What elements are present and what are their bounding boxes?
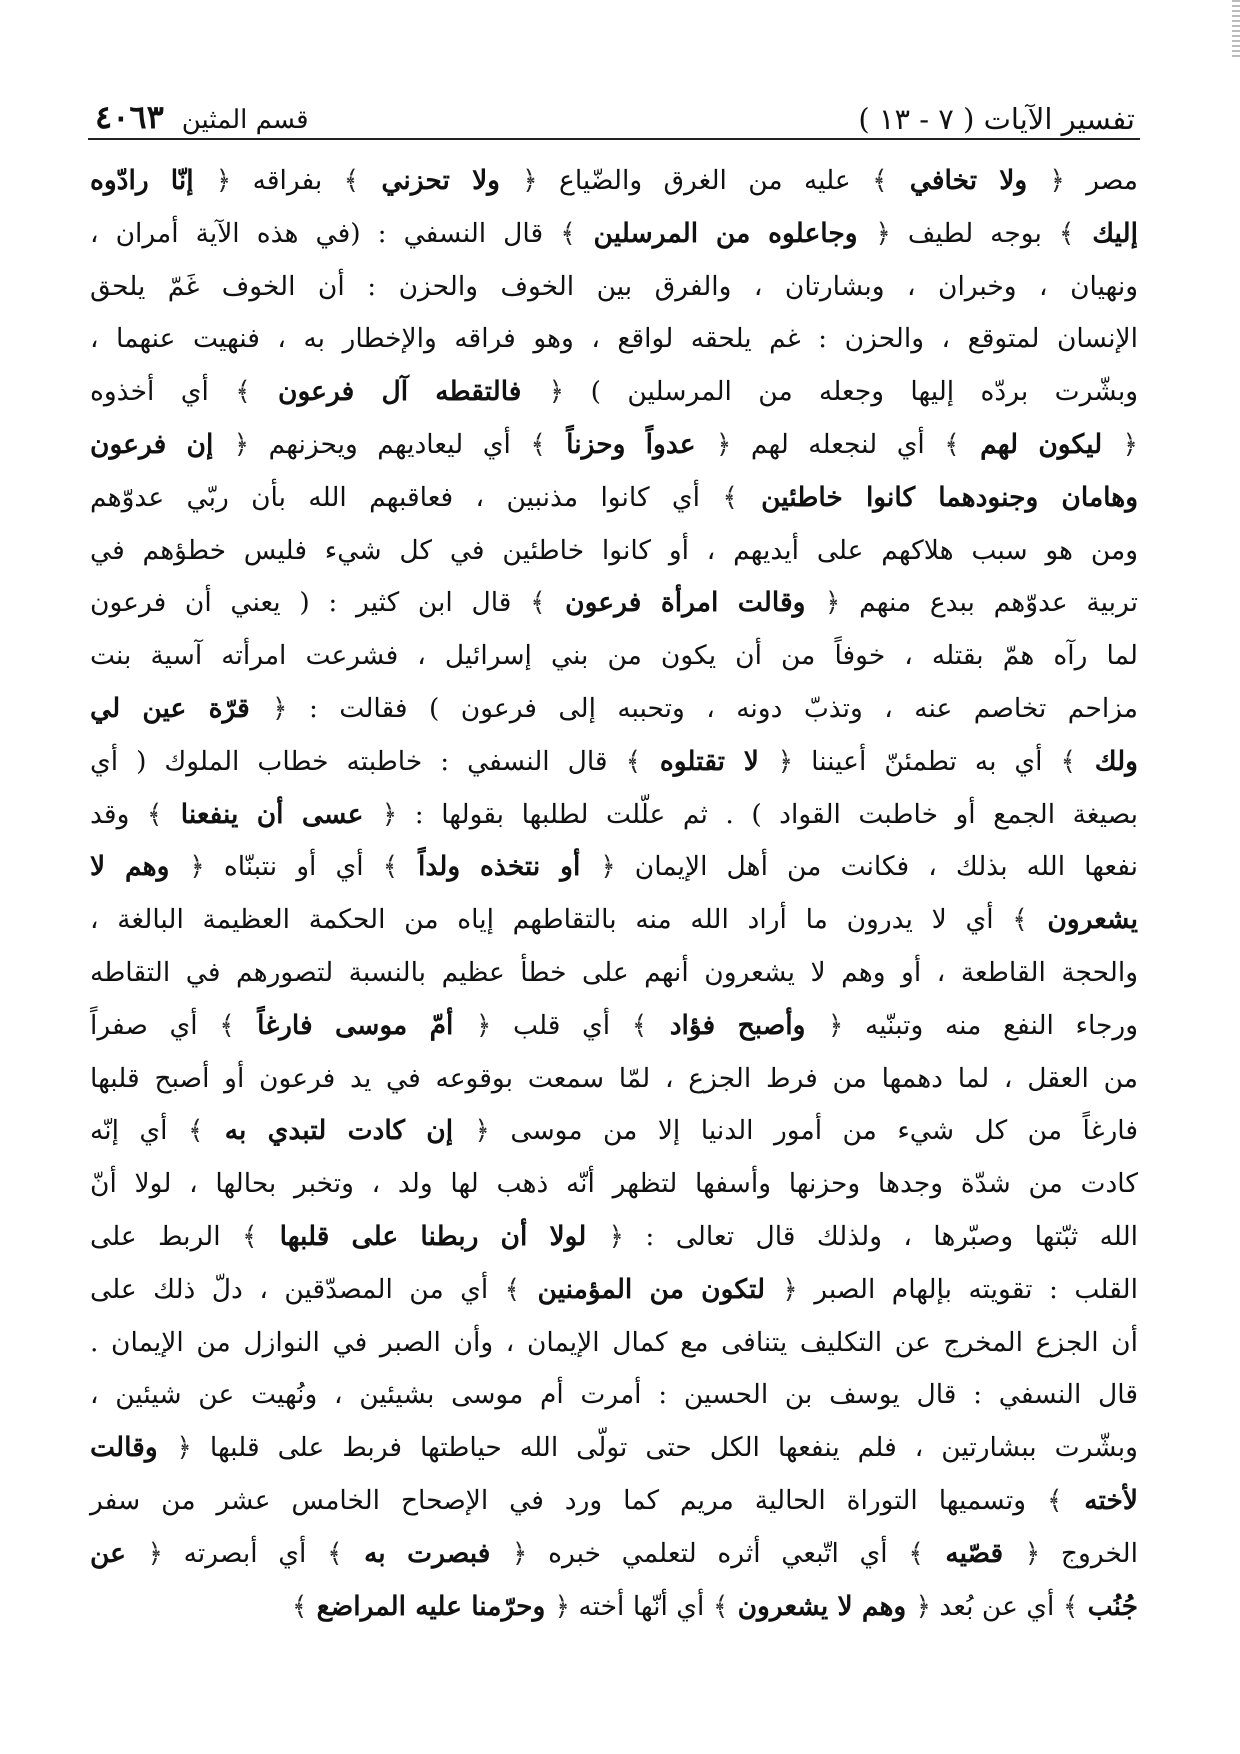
quran-verse-text: وأصبح فؤاد [647, 1009, 828, 1041]
commentary-text: بفراقه [231, 165, 344, 196]
text-line [90, 894, 1138, 947]
quran-bracket: ﴾ [241, 1220, 258, 1252]
commentary-text: أي أخذوه [90, 376, 236, 408]
quran-verse-text: لا تقتلوه [641, 745, 778, 777]
quran-verse-text: جُنُب [1078, 1590, 1138, 1622]
quran-bracket: ﴿ [1049, 165, 1065, 196]
text-line [90, 1475, 1138, 1528]
quran-bracket: ﴿ [233, 428, 250, 460]
commentary-text: مزاحم تخاصم عنه ، وتذبّ دونه ، وتحببه إلى فرعون ) فقالت : [287, 692, 1139, 724]
text-line [90, 736, 1138, 789]
commentary-text: الخروج [1040, 1537, 1138, 1569]
quran-verse-text: إن كادت لتبدي به [203, 1115, 475, 1147]
quran-bracket: ﴾ [712, 1590, 729, 1622]
quran-verse-text: إن فرعون [90, 428, 234, 460]
text-line [90, 366, 1138, 419]
quran-bracket: ﴿ [176, 1432, 192, 1464]
commentary-text: أي صفراً [90, 1009, 220, 1041]
quran-bracket: ﴾ [722, 481, 738, 513]
quran-verse-text: قرّة عين لي [90, 692, 272, 724]
quran-bracket: ﴾ [291, 1590, 308, 1622]
text-line [90, 947, 1138, 1000]
commentary-text: وبشّرت ببشارتين ، فلم ينفعها الكل حتى تولّى الله حياطتها فربط على قلبها [191, 1432, 1138, 1464]
quran-bracket: ﴾ [944, 428, 960, 460]
text-line [90, 1053, 1138, 1106]
quran-bracket: ﴾ [631, 1009, 648, 1041]
commentary-text: أي لنجعله لهم [731, 428, 945, 460]
text-line [90, 1000, 1138, 1053]
commentary-text: لما رآه همّ بقتله ، خوفاً من أن يكون من بني إسرائيل ، فشرعت امرأته آسية بنت [90, 640, 1138, 672]
quran-bracket: ﴿ [548, 376, 565, 408]
quran-bracket: ﴿ [915, 1590, 931, 1622]
quran-verse-text: وقالت امرأة فرعون [545, 587, 825, 619]
commentary-text: الله ثبّتها وصبّرها ، ولذلك قال تعالى : [624, 1220, 1139, 1252]
quran-verse-text: وهامان وجنودهما كانوا خاطئين [737, 481, 1138, 513]
quran-verse-text: وهم لا يشعرون [728, 1590, 916, 1622]
quran-verse-text: فالتقطه آل فرعون [250, 376, 549, 408]
text-line [90, 472, 1138, 525]
body-text [90, 155, 1138, 1633]
text-line [90, 841, 1138, 894]
text-line [90, 208, 1138, 261]
quran-bracket: ﴾ [1058, 217, 1075, 249]
quran-bracket: ﴾ [327, 1537, 343, 1569]
quran-bracket: ﴿ [215, 165, 232, 196]
text-line [90, 1528, 1138, 1581]
quran-verse-text: يشعرون [1027, 904, 1139, 936]
text-line [90, 419, 1138, 472]
commentary-text: أي ليعاديهم ويحزنهم [249, 428, 531, 460]
quran-bracket: ﴾ [343, 165, 360, 196]
commentary-text: ومن هو سبب هلاكهم على أيديهم ، أو كانوا خاطئين في كل شيء فليس خطؤهم في [90, 534, 1138, 566]
commentary-text: مصر [1064, 165, 1138, 196]
quran-verse-text: لأخته [1062, 1484, 1138, 1516]
quran-verse-text: إليك [1074, 217, 1138, 249]
quran-bracket: ﴿ [522, 165, 538, 196]
text-line [90, 1105, 1138, 1158]
quran-bracket: ﴿ [272, 692, 288, 724]
quran-verse-text: عدواً وحزناً [545, 428, 716, 460]
quran-bracket: ﴾ [235, 376, 251, 408]
quran-bracket: ﴾ [187, 1115, 204, 1147]
commentary-text: قال النسفي : خاطبته خطاب الملوك ( أي [90, 745, 626, 777]
commentary-text: أي أنّها أخته [570, 1590, 713, 1622]
text-line [90, 525, 1138, 578]
section-name: قسم المثين [181, 105, 309, 135]
quran-verse-text: فبصرت به [342, 1537, 512, 1569]
quran-bracket: ﴾ [146, 798, 163, 830]
commentary-text: فارغاً من كل شيء من أمور الدنيا إلا من موسى [489, 1115, 1138, 1147]
quran-bracket: ﴿ [600, 851, 616, 883]
commentary-text: وبشّرت بردّه إليها وجعله من المرسلين ) [564, 376, 1139, 408]
commentary-text: القلب : تقويته بإلهام الصبر [797, 1273, 1138, 1305]
commentary-text: أي أبصرته [163, 1537, 328, 1569]
quran-bracket: ﴿ [147, 1537, 163, 1569]
quran-bracket: ﴿ [608, 1220, 625, 1252]
commentary-text: أي كانوا مذنبين ، فعاقبهم الله بأن ربّي عدوّهم [90, 481, 723, 513]
quran-verse-text: لولا أن ربطنا على قلبها [257, 1220, 609, 1252]
commentary-text: أي قلب [491, 1009, 632, 1041]
text-line [90, 155, 1138, 208]
quran-bracket: ﴾ [1060, 745, 1077, 777]
quran-bracket: ﴾ [1012, 904, 1028, 936]
commentary-text: عليه من الغرق والضّياع [537, 165, 873, 196]
commentary-text: نفعها الله بذلك ، فكانت من أهل الإيمان [615, 851, 1138, 883]
quran-verse-text: أمّ موسى فارغاً [234, 1009, 476, 1041]
quran-verse-text: عسى أن ينفعنا [162, 798, 382, 830]
quran-verse-text: عن [90, 1537, 148, 1569]
commentary-text: قال النسفي : قال يوسف بن الحسين : أمرت أم موسى بشيئين ، ونُهيت عن شيئين ، [90, 1379, 1138, 1411]
commentary-text: تربية عدوّهم ببدع منهم [840, 587, 1138, 619]
quran-bracket: ﴿ [715, 428, 732, 460]
commentary-text: كادت من شدّة وجدها وحزنها وأسفها لتظهر أنّه ذهب لها ولد ، وتخبر بحالها ، لولا أنّ [90, 1168, 1138, 1200]
commentary-text: وقد [90, 798, 147, 830]
text-line [90, 1581, 1138, 1634]
quran-bracket: ﴿ [474, 1115, 490, 1147]
commentary-text: من العقل ، لما دهمها من فرط الجزع ، لمّا سمعت بوقوعه في يد فرعون أو أصبح قلبها [90, 1062, 1139, 1094]
quran-verse-text: ولك [1076, 745, 1138, 777]
commentary-text: وتسميها التوراة الحالية مريم كما ورد في الإصحاح الخامس عشر من سفر [90, 1484, 1048, 1516]
quran-bracket: ﴿ [1024, 1537, 1041, 1569]
quran-bracket: ﴿ [554, 1590, 571, 1622]
quran-bracket: ﴾ [908, 1537, 924, 1569]
running-title: تفسير الآيات ( ٧ - ١٣ ) [858, 102, 1135, 136]
quran-bracket: ﴿ [1122, 428, 1139, 460]
quran-verse-text: لتكون من المؤمنين [520, 1273, 783, 1305]
quran-bracket: ﴿ [824, 587, 841, 619]
quran-bracket: ﴿ [381, 798, 398, 830]
quran-bracket: ﴾ [625, 745, 642, 777]
quran-verse-text: إنّا رادّوه [90, 165, 216, 196]
quran-bracket: ﴿ [875, 217, 891, 249]
page-header [95, 84, 1135, 136]
quran-verse-text: ليكون لهم [959, 428, 1123, 460]
quran-bracket: ﴿ [189, 851, 205, 883]
quran-bracket: ﴿ [777, 745, 794, 777]
text-line [90, 1158, 1138, 1211]
commentary-text: الربط على [90, 1220, 242, 1252]
quran-bracket: ﴾ [1047, 1484, 1063, 1516]
quran-bracket: ﴾ [504, 1273, 521, 1305]
quran-verse-text: وجاعلوه من المرسلين [575, 217, 876, 249]
text-line [90, 1317, 1138, 1370]
text-line [90, 630, 1138, 683]
commentary-text: قال ابن كثير : ( يعني أن فرعون [90, 587, 531, 619]
commentary-text: ونهيان ، وخبران ، وبشارتان ، والفرق بين الخوف والحزن : أن الخوف غَمّ يلحق [90, 270, 1138, 302]
quran-verse-text: أو نتخذه ولداً [398, 851, 601, 883]
page-number: ٤٠٦٣ [95, 98, 164, 136]
quran-verse-text: وقالت [90, 1432, 177, 1464]
quran-bracket: ﴿ [782, 1273, 798, 1305]
text-line [90, 1422, 1138, 1475]
commentary-text: أي اتّبعي أثره لتعلمي خبره [527, 1537, 909, 1569]
text-line [90, 261, 1138, 314]
text-line [90, 1369, 1138, 1422]
quran-bracket: ﴾ [219, 1009, 235, 1041]
commentary-text: أي أو نتبنّاه [204, 851, 383, 883]
commentary-text: بصيغة الجمع أو خاطبت القواد ) . ثم علّلت لطلبها بقولها : [397, 798, 1138, 830]
quran-verse-text: ولا تخافي [887, 165, 1050, 196]
quran-verse-text: ولا تحزني [359, 165, 523, 196]
text-line [90, 577, 1138, 630]
header-rule [88, 138, 1140, 140]
scan-edge-mark [1232, 0, 1240, 60]
quran-verse-text: قصّيه [923, 1537, 1025, 1569]
commentary-text: بوجه لطيف [890, 217, 1059, 249]
text-line [90, 313, 1138, 366]
text-line [90, 683, 1138, 736]
quran-bracket: ﴿ [827, 1009, 844, 1041]
quran-verse-text: وحرّمنا عليه المراضع [307, 1590, 555, 1622]
commentary-text: الإنسان لمتوقع ، والحزن : غم يلحقه لواقع ، وهو فراقه والإخطار به ، فنهيت عنهما ، [90, 323, 1138, 355]
commentary-text: قال النسفي : (في هذه الآية أمران ، [90, 217, 561, 249]
text-line [90, 1211, 1138, 1264]
commentary-text: أي لا يدرون ما أراد الله منه بالتقاطهم إياه من الحكمة العظيمة البالغة ، [90, 904, 1013, 936]
quran-bracket: ﴿ [511, 1537, 528, 1569]
quran-bracket: ﴾ [872, 165, 888, 196]
text-line [90, 789, 1138, 842]
header-section-group [95, 98, 309, 136]
commentary-text: أن الجزع المخرج عن التكليف يتنافى مع كمال الإيمان ، وأن الصبر في النوازل من الإيمان . [90, 1326, 1138, 1358]
commentary-text: أي إنّه [90, 1115, 188, 1147]
quran-bracket: ﴾ [560, 217, 576, 249]
text-line [90, 1264, 1138, 1317]
commentary-text: والحجة القاطعة ، أو وهم لا يشعرون أنهم على خطأ عظيم بالنسبة لتصورهم في التقاطه [90, 956, 1138, 988]
commentary-text: أي عن بُعد [930, 1590, 1063, 1622]
quran-bracket: ﴾ [530, 587, 546, 619]
quran-bracket: ﴿ [475, 1009, 492, 1041]
commentary-text: ورجاء النفع منه وتبنّيه [843, 1009, 1139, 1041]
commentary-text: أي به تطمئنّ أعيننا [793, 745, 1061, 777]
quran-bracket: ﴾ [1062, 1590, 1079, 1622]
quran-bracket: ﴾ [382, 851, 399, 883]
quran-verse-text: وهم لا [90, 851, 190, 883]
commentary-text: أي من المصدّقين ، دلّ ذلك على [90, 1273, 505, 1305]
quran-bracket: ﴾ [530, 428, 546, 460]
